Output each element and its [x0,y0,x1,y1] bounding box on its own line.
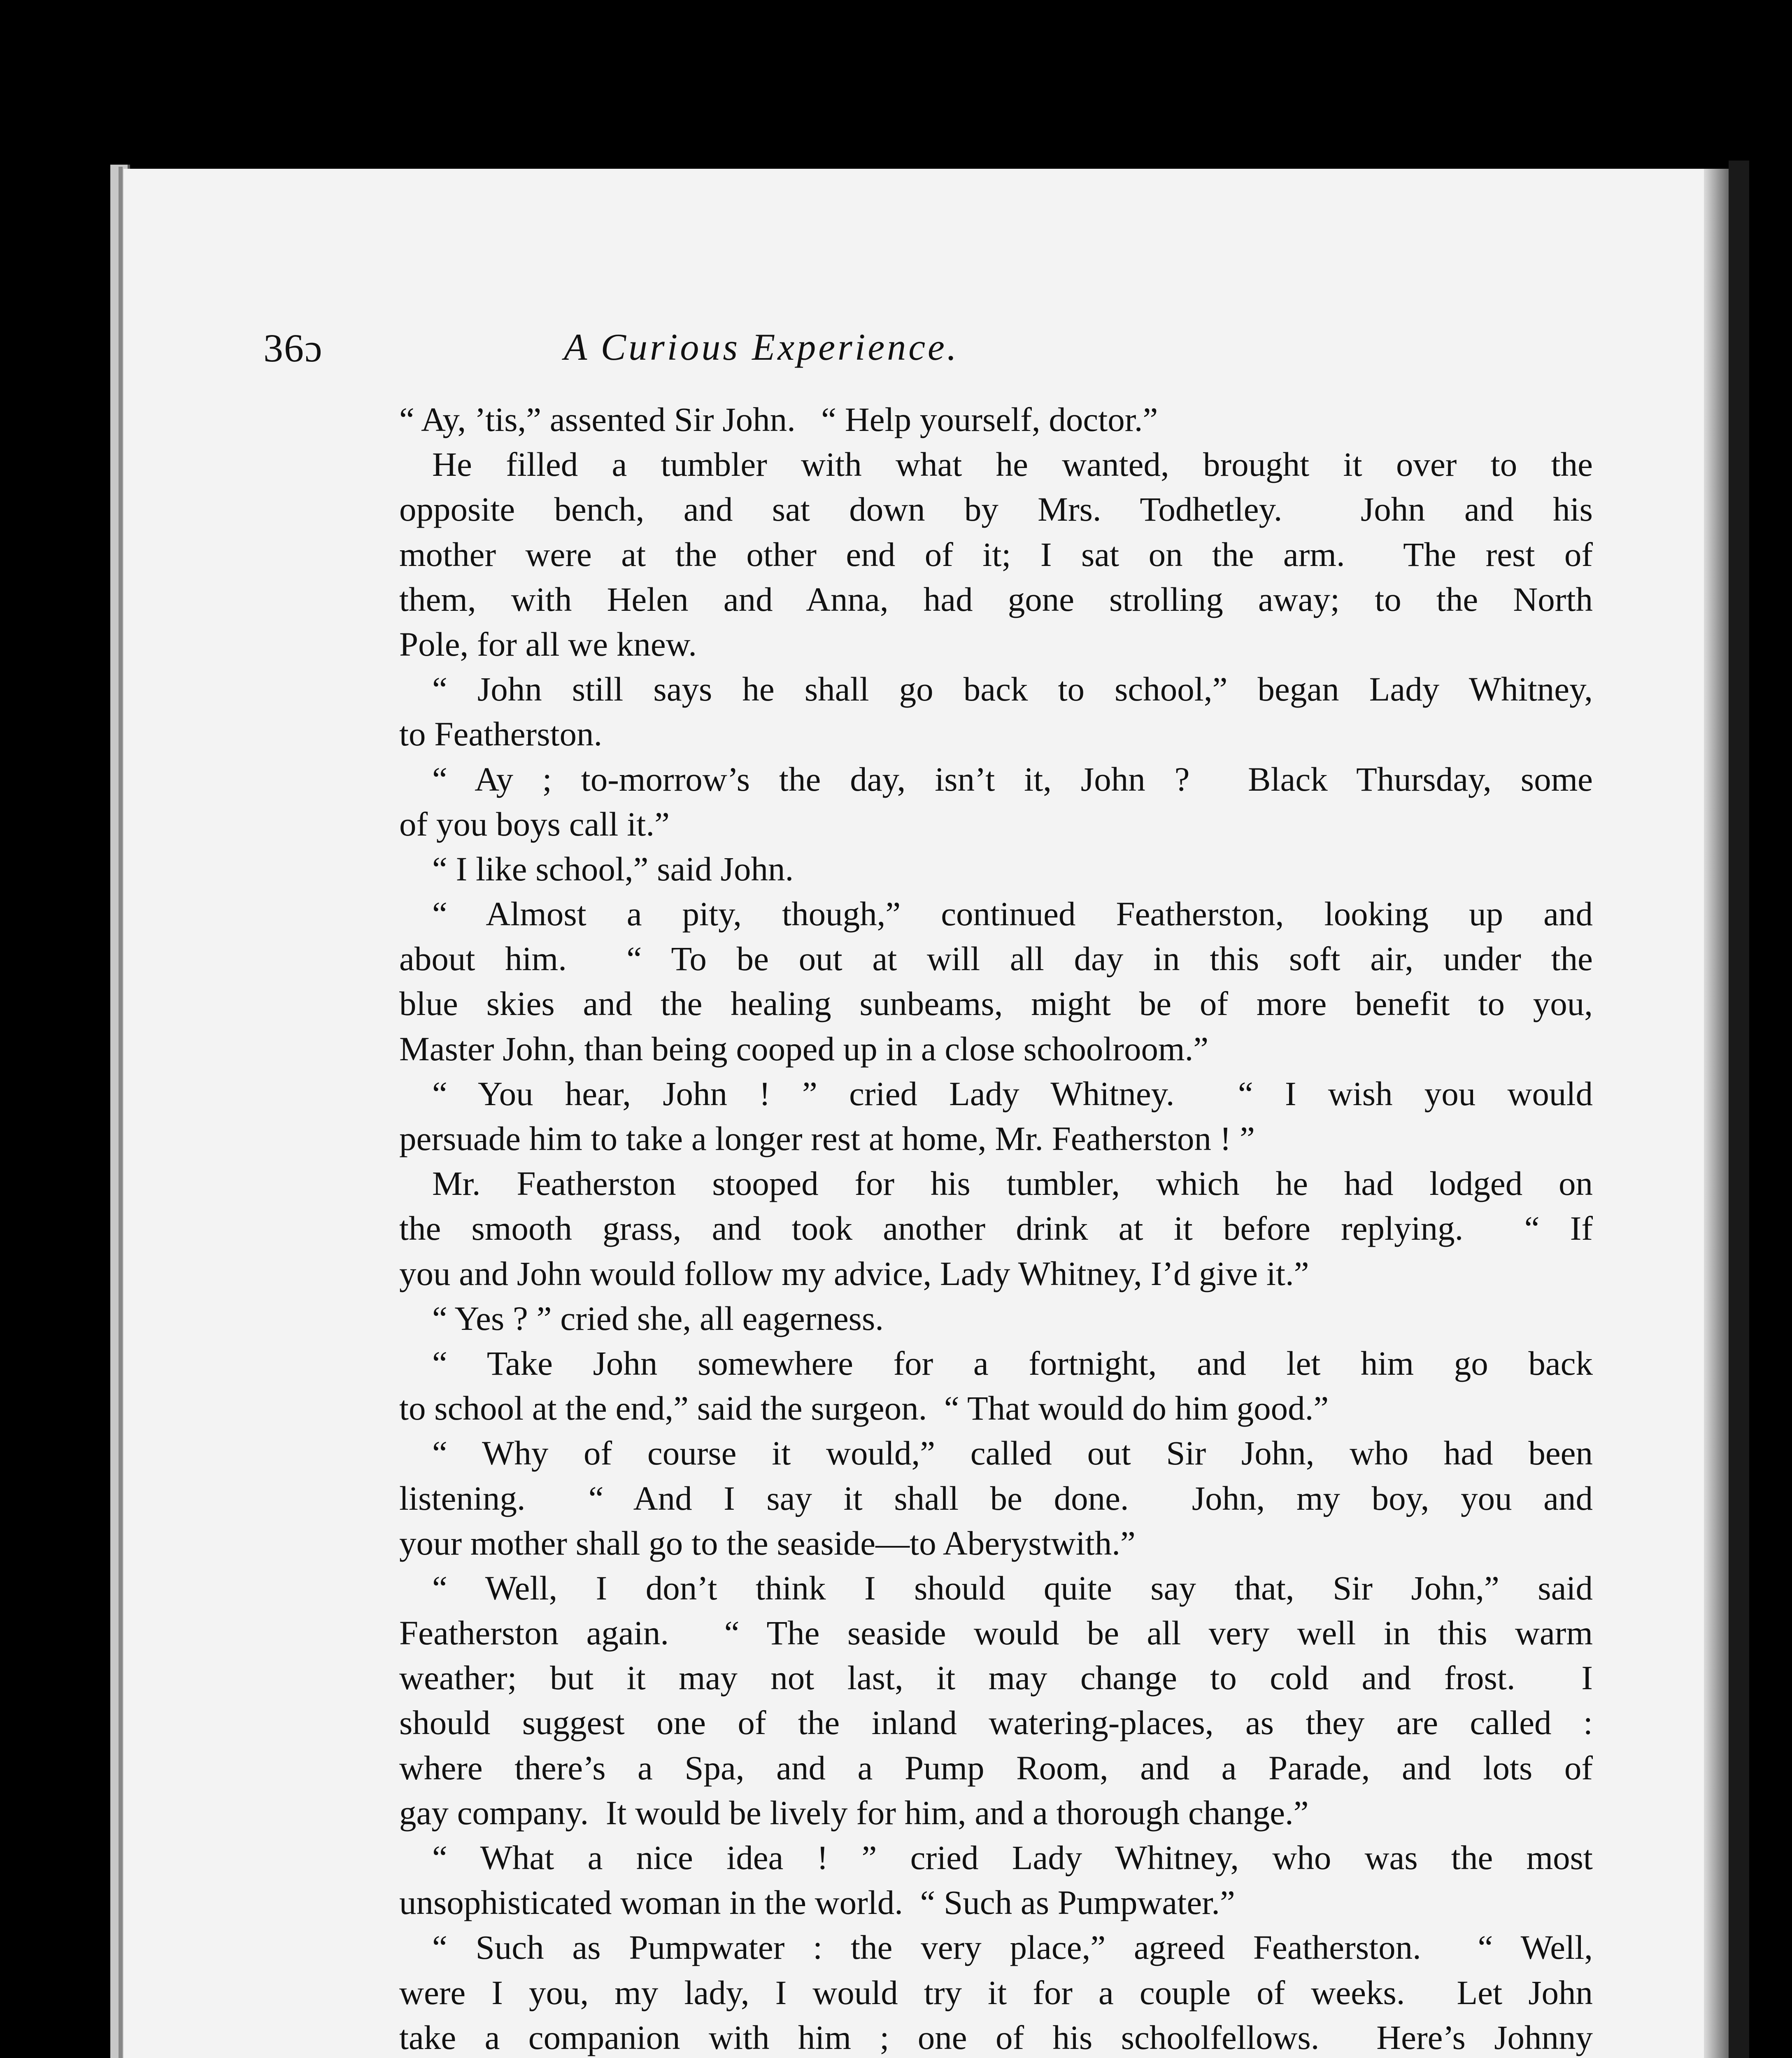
text-line: weather; but it may not last, it may change to cold and frost. I [399,1659,1593,1697]
text-line: opposite bench, and sat down by Mrs. Todhetley. John and his [399,490,1593,528]
text-line: to Featherston. [399,715,603,753]
text-line: should suggest one of the inland watering-places, as they are called : [399,1704,1593,1742]
text-line: of you boys call it.” [399,805,670,843]
text-line: “ Why of course it would,” called out Sir John, who had been [432,1434,1593,1472]
text-line: mother were at the other end of it; I sat on the arm. The rest of [399,535,1593,573]
text-line: “ Take John somewhere for a fortnight, and let him go back [432,1344,1593,1382]
text-line: the smooth grass, and took another drink at it before replying. “ If [399,1209,1593,1248]
text-line: blue skies and the healing sunbeams, might be of more benefit to you, [399,985,1593,1023]
text-line: gay company. It would be lively for him, and a thorough change.” [399,1793,1309,1832]
text-line: “ Almost a pity, though,” continued Featherston, looking up and [432,895,1593,933]
text-line: persuade him to take a longer rest at home, Mr. Featherston ! ” [399,1120,1255,1157]
text-line: He filled a tumbler with what he wanted, brought it over to the [432,445,1593,484]
text-line: Master John, than being cooped up in a close schoolroom.” [399,1029,1209,1068]
text-line: where there’s a Spa, and a Pump Room, and a Parade, and lots of [399,1748,1593,1787]
page-number: 36ɔ [263,326,323,370]
text-line: “ You hear, John ! ” cried Lady Whitney. “ I wish you would [432,1074,1593,1113]
text-line: your mother shall go to the seaside—to Aberystwith.” [399,1524,1136,1562]
text-line: “ Ay ; to-morrow’s the day, isn’t it, John ? Black Thursday, some [432,760,1593,798]
text-line: unsophisticated woman in the world. “ Such as Pumpwater.” [399,1883,1235,1922]
text-line: to school at the end,” said the surgeon. “ That would do him good.” [399,1389,1329,1427]
text-line: were I you, my lady, I would try it for a couple of weeks. Let John [399,1973,1593,2011]
running-title: A Curious Experience. [564,326,959,368]
text-line: them, with Helen and Anna, had gone strolling away; to the North [399,580,1593,618]
text-line: you and John would follow my advice, Lady Whitney, I’d give it.” [399,1254,1309,1292]
text-line: about him. “ To be out at will all day in this soft air, under the [399,940,1593,978]
text-line: “ What a nice idea ! ” cried Lady Whitney, who was the most [432,1839,1593,1876]
text-line: “ Ay, ’tis,” assented Sir John. “ Help yourself, doctor.” [399,400,1158,438]
text-line: Mr. Featherston stooped for his tumbler, which he had lodged on [432,1164,1593,1203]
text-line: take a companion with him ; one of his schoolfellows. Here’s Johnny [399,2018,1593,2056]
text-line: “ Such as Pumpwater : the very place,” agreed Featherston. “ Well, [432,1928,1593,1967]
text-line: “ Yes ? ” cried she, all eagerness. [432,1299,884,1337]
page-gutter-shadow [1704,169,1729,2058]
text-line: Featherston again. “ The seaside would be all very well in this warm [399,1614,1593,1652]
page-edge-right [1729,161,1749,2058]
body-text [399,397,1593,2058]
text-line: listening. “ And I say it shall be done. John, my boy, you and [399,1479,1593,1517]
text-line: “ Well, I don’t think I should quite say that, Sir John,” said [432,1569,1593,1607]
text-line: Pole, for all we knew. [399,625,697,663]
page-header [263,325,1259,370]
text-line: “ I like school,” said John. [432,850,794,888]
text-line: “ John still says he shall go back to school,” began Lady Whitney, [432,670,1593,708]
page-edge-shadow [119,167,123,2058]
